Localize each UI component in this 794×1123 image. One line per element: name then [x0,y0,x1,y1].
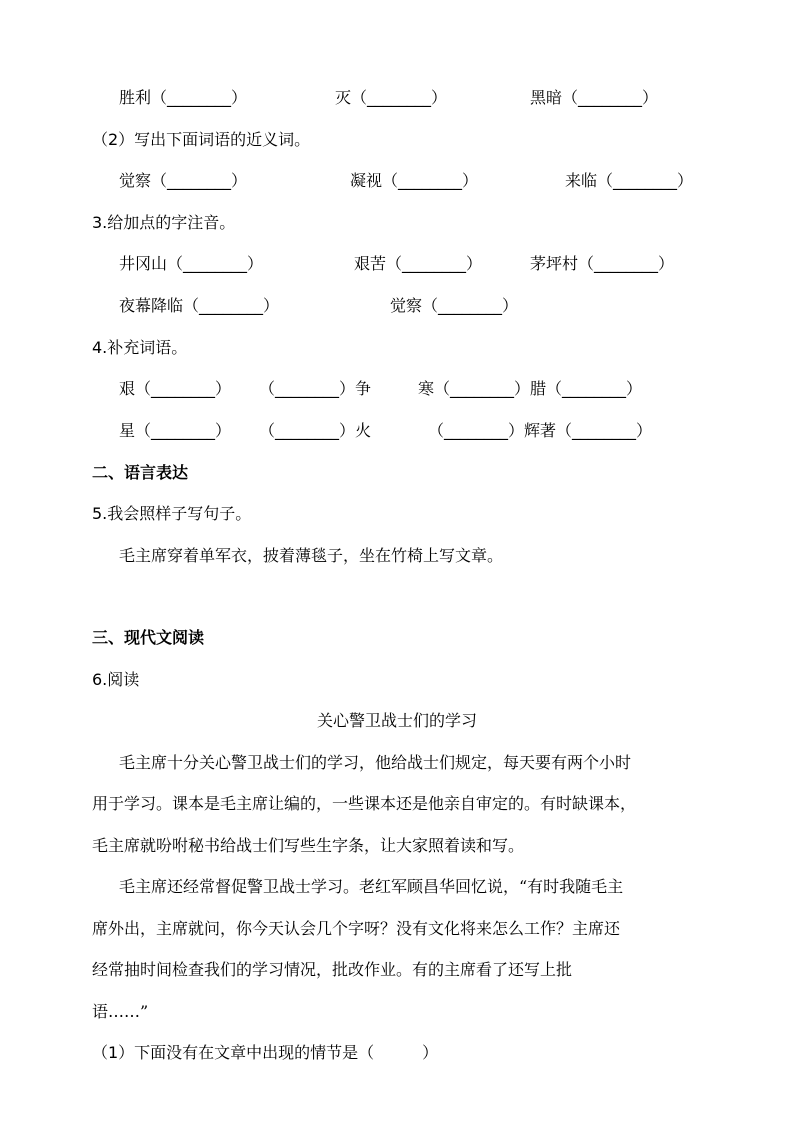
passage-line-4: 毛主席还经常督促警卫战士学习。老红军顾昌华回忆说，“有时我随毛主 [119,877,624,896]
example-sentence: 毛主席穿着单军衣，披着薄毯子，坐在竹椅上写文章。 [119,546,504,565]
passage-line-6: 经常抽时间检查我们的学习情况，批改作业。有的主席看了还写上批 [92,960,573,979]
synonym-item-2: 凝视（________） [350,171,479,190]
q6-1-prompt: （1）下面没有在文章中出现的情节是（ ） [92,1043,439,1062]
pinyin-item-5: 觉察（________） [390,296,519,315]
idiom-item-2: （________）争 [259,379,372,398]
passage-line-2: 用于学习。课本是毛主席让编的，一些课本还是他亲自审定的。有时缺课本， [92,794,637,813]
pinyin-item-2: 艰苦（________） [354,254,483,273]
q6-prompt: 6.阅读 [92,670,140,689]
section-heading-reading: 三、现代文阅读 [92,628,205,647]
idiom-item-3: 寒（________）腊（________） [418,379,643,398]
synonym-item-1: 觉察（________） [119,171,248,190]
passage-line-3: 毛主席就吩咐秘书给战士们写些生字条，让大家照着读和写。 [92,836,525,855]
idiom-item-5: （________）火 [259,421,372,440]
pinyin-item-3: 茅坪村（________） [530,254,675,273]
pinyin-item-1: 井冈山（________） [119,254,264,273]
q5-prompt: 5.我会照样子写句子。 [92,504,252,523]
section-heading-expression: 二、语言表达 [92,463,189,482]
idiom-item-1: 艰（________） [119,379,232,398]
synonym-item-3: 来临（________） [565,171,694,190]
passage-line-7: 语……” [92,1002,149,1021]
idiom-item-6: （________）辉著（________） [428,421,653,440]
pinyin-item-4: 夜幕降临（________） [119,296,280,315]
antonym-item-3: 黑暗（________） [530,88,659,107]
q4-prompt: 4.补充词语。 [92,338,188,357]
idiom-item-4: 星（________） [119,421,232,440]
passage-line-5: 席外出，主席就问，你今天认会几个字呀？没有文化将来怎么工作？主席还 [92,919,621,938]
q2-prompt: （2）写出下面词语的近义词。 [92,130,311,149]
passage-line-1: 毛主席十分关心警卫战士们的学习，他给战士们规定，每天要有两个小时 [119,753,632,772]
antonym-item-2: 灭（________） [335,88,448,107]
antonym-item-1: 胜利（________） [119,88,248,107]
passage-title: 关心警卫战士们的学习 [316,711,477,730]
q3-prompt: 3.给加点的字注音。 [92,213,236,232]
